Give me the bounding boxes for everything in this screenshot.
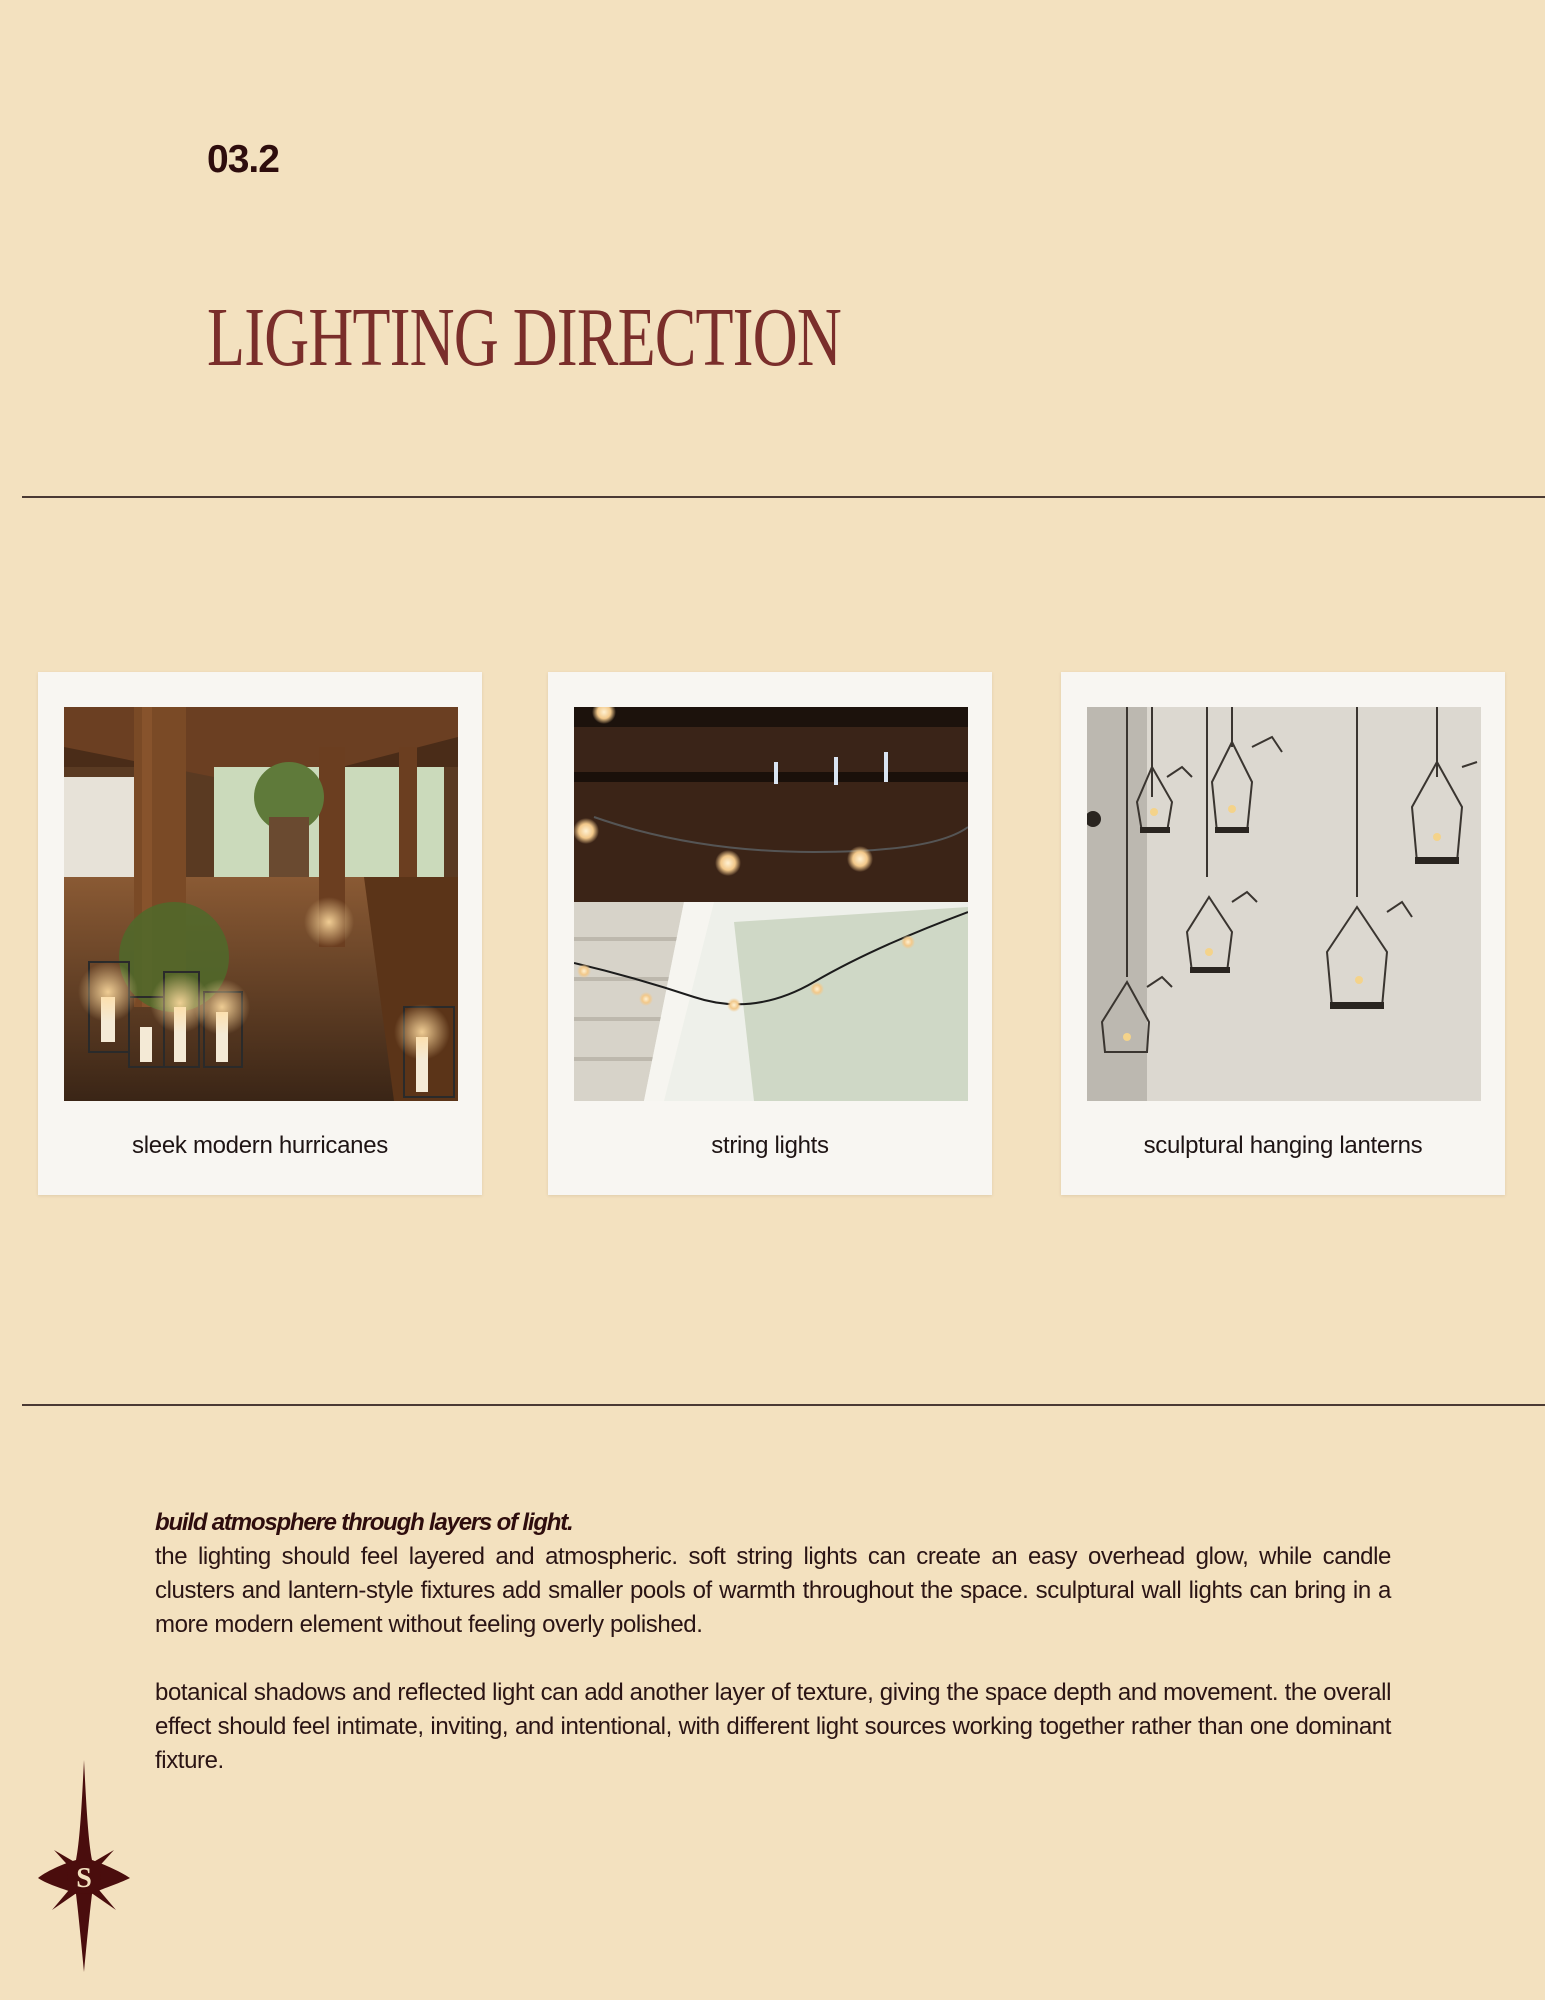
card-caption: sculptural hanging lanterns	[1143, 1132, 1423, 1159]
body-paragraph-2: botanical shadows and reflected light can add another layer of texture, giving the space depth and movement. the overall effect should feel intimate, inviting, and intentional, with different light sources working together rather than one dominant fixture.	[155, 1679, 1391, 1774]
card-hanging-lanterns	[1061, 672, 1505, 1195]
body-paragraph-1: the lighting should feel layered and atmospheric. soft string lights can create an easy overhead glow, while candle clusters and lantern-style fixtures add smaller pools of warmth throughout the space. sculptural wall lights can bring in a more modern element without feeling overly polished.	[155, 1543, 1391, 1638]
hurricanes-photo	[64, 707, 458, 1101]
hanging-lanterns-photo	[1087, 707, 1481, 1101]
card-hurricanes	[38, 672, 482, 1195]
page-title: LIGHTING DIRECTION	[207, 291, 842, 384]
logo-letter: S	[76, 1863, 92, 1894]
card-caption: sleek modern hurricanes	[132, 1132, 388, 1159]
four-point-star-logo-icon	[34, 1760, 134, 1972]
divider-bottom	[22, 1404, 1545, 1406]
card-string-lights	[548, 672, 992, 1195]
string-lights-photo	[574, 707, 968, 1101]
card-caption: string lights	[711, 1132, 829, 1159]
divider-top	[22, 496, 1545, 498]
section-number: 03.2	[207, 138, 279, 181]
body-lead: build atmosphere through layers of light.	[155, 1509, 573, 1536]
body-copy	[155, 1506, 1391, 1778]
